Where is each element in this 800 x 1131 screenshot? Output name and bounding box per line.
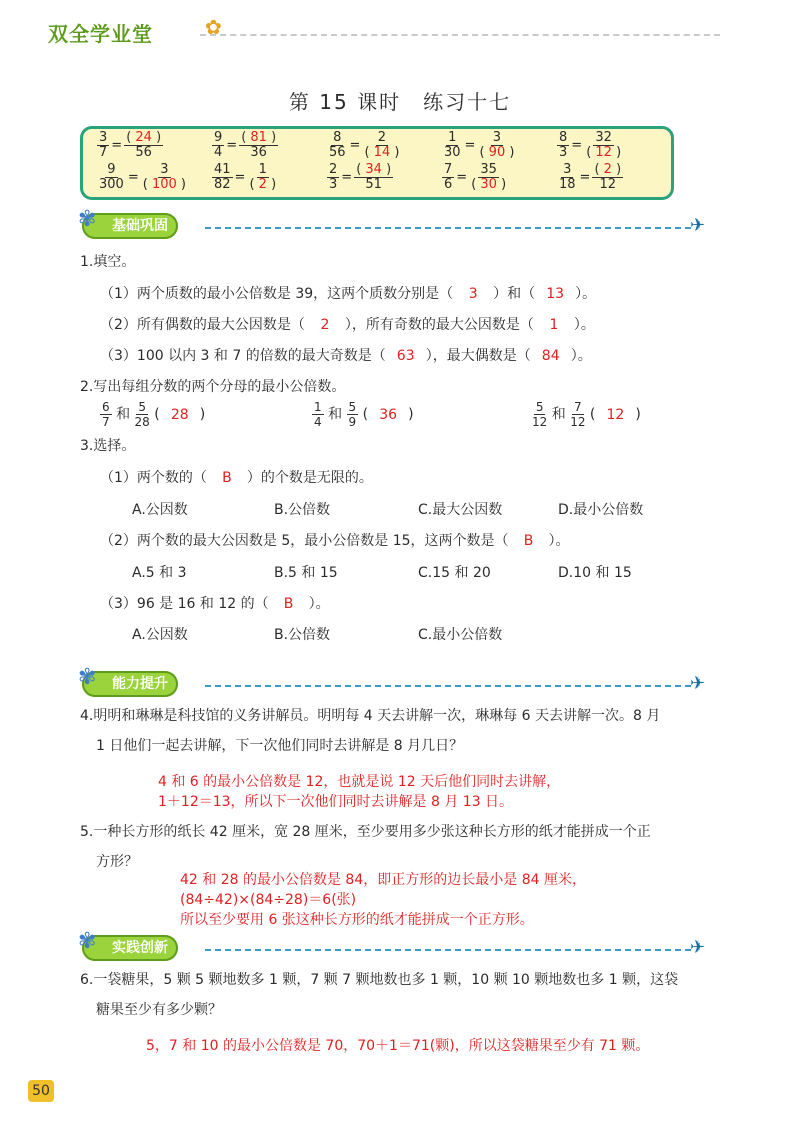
q5-line2: 方形？ xyxy=(96,854,138,870)
answer: B xyxy=(222,470,232,486)
answer: B xyxy=(523,533,534,549)
section-ability-label: 能力提升 xyxy=(112,676,168,692)
q5-answer-2: (84÷42)×(84÷28)＝6(张) xyxy=(180,892,357,908)
q1-part1: （1）两个质数的最小公倍数是 39，这两个质数分别是（ 3 ）和（ 13 ）。 xyxy=(100,286,597,302)
q5-answer-3: 所以至少要用 6 张这种长方形的纸才能拼成一个正方形。 xyxy=(180,912,534,928)
q3-p1-opt-c: C.最大公因数 xyxy=(418,502,503,518)
answer: 36 xyxy=(379,406,398,423)
fraction: $\frac{32}{( 12 )}$ xyxy=(586,130,622,160)
section-divider xyxy=(205,685,691,687)
fraction: $\frac{1}{30}$ xyxy=(444,130,461,160)
lesson-title: 第 15 课时 练习十七 xyxy=(288,90,512,114)
q1-title: 1.填空。 xyxy=(80,254,136,270)
fraction: $\frac{( 81 )}{36}$ xyxy=(241,130,277,160)
answer: 28 xyxy=(170,406,189,423)
fraction: $\frac{35}{( 30 )}$ xyxy=(471,162,507,192)
fraction-equation: $\frac{9}{4}$ = $\frac{( 81 )}{36}$ xyxy=(214,130,277,160)
answer: 84 xyxy=(541,348,560,364)
airplane-icon: ✈ xyxy=(690,215,706,236)
fraction: $\frac{1}{( 2 )}$ xyxy=(249,162,277,192)
fraction: $\frac{3}{18}$ xyxy=(559,162,576,192)
q3-title: 3.选择。 xyxy=(80,438,136,454)
q3-p3-opt-a: A.公因数 xyxy=(132,627,188,643)
q2-title: 2.写出每组分数的两个分母的最小公倍数。 xyxy=(80,379,346,395)
answer: 1 xyxy=(549,317,559,333)
q4-answer-2: 1＋12＝13，所以下一次他们同时去讲解是 8 月 13 日。 xyxy=(158,794,514,810)
q3-p2-opt-d: D.10 和 15 xyxy=(558,565,632,581)
answer: 13 xyxy=(546,286,565,302)
answer: 2 xyxy=(320,317,330,333)
fraction: $\frac{9}{300}$ xyxy=(99,162,124,192)
answer: 12 xyxy=(606,406,625,423)
section-basic-header xyxy=(78,207,178,240)
q5-line1: 5.一种长方形的纸长 42 厘米，宽 28 厘米，至少要用多少张这种长方形的纸才能拼成一个正 xyxy=(80,824,651,840)
q3-part3: （3）96 是 16 和 12 的（ B ）。 xyxy=(100,596,330,612)
fraction-row-2 xyxy=(97,163,672,192)
q6-answer: 5，7 和 10 的最小公倍数是 70，70＋1＝71(颗)，所以这袋糖果至少有 71 颗。 xyxy=(146,1038,650,1054)
q1-part2: （2）所有偶数的最大公因数是（ 2 ），所有奇数的最大公因数是（ 1 ）。 xyxy=(100,317,595,333)
q3-p3-opt-b: B.公倍数 xyxy=(274,627,331,643)
fraction-equation: $\frac{41}{82}$ = $\frac{1}{( 2 )}$ xyxy=(214,162,277,192)
section-basic-label: 基础巩固 xyxy=(112,218,168,234)
fraction-equation: $\frac{8}{3}$ = $\frac{32}{( 12 )}$ xyxy=(559,130,622,160)
fraction-equation: $\frac{7}{6}$ = $\frac{35}{( 30 )}$ xyxy=(444,162,507,192)
fraction-equation: $\frac{9}{300}$ = $\frac{3}{( 100 )}$ xyxy=(99,162,186,192)
section-ability-header xyxy=(78,665,178,698)
fraction: $\frac{41}{82}$ xyxy=(214,162,231,192)
q6-line1: 6.一袋糖果，5 颗 5 颗地数多 1 颗，7 颗 7 颗地数也多 1 颗，10 颗 10 颗地数也多 1 颗，这袋 xyxy=(80,972,679,988)
q2-item-2: $\frac{1}{4}$ 和 $\frac{5}{9}$ ( 36 ) xyxy=(314,400,414,429)
fraction: $\frac{9}{4}$ xyxy=(214,130,223,160)
fraction: $\frac{8}{56}$ xyxy=(329,130,346,160)
q3-p2-opt-c: C.15 和 20 xyxy=(418,565,491,581)
header-divider xyxy=(200,34,720,36)
answer: 63 xyxy=(396,348,415,364)
fraction: $\frac{( 24 )}{56}$ xyxy=(126,130,162,160)
answer: B xyxy=(283,596,294,612)
fraction-equation: $\frac{3}{18}$ = $\frac{( 2 )}{12}$ xyxy=(559,162,622,192)
fraction: $\frac{7}{6}$ xyxy=(444,162,453,192)
q3-p1-opt-d: D.最小公倍数 xyxy=(558,502,644,518)
fraction-equation: $\frac{2}{3}$ = $\frac{( 34 )}{51}$ xyxy=(329,162,392,192)
q6-line2: 糖果至少有多少颗？ xyxy=(96,1002,222,1018)
fraction-equation: $\frac{8}{56}$ = $\frac{2}{( 14 )}$ xyxy=(329,130,400,160)
q3-p3-opt-c: C.最小公倍数 xyxy=(418,627,503,643)
q5-answer-1: 42 和 28 的最小公倍数是 84，即正方形的边长最小是 84 厘米， xyxy=(180,872,586,888)
q3-part2: （2）两个数的最大公因数是 5，最小公倍数是 15，这两个数是（ B ）。 xyxy=(100,533,570,549)
section-divider xyxy=(205,227,691,229)
fraction: $\frac{( 2 )}{12}$ xyxy=(594,162,622,192)
airplane-icon: ✈ xyxy=(690,673,706,694)
fraction: $\frac{3}{7}$ xyxy=(99,130,108,160)
q3-p2-opt-a: A.5 和 3 xyxy=(132,565,187,581)
fraction: $\frac{( 34 )}{51}$ xyxy=(356,162,392,192)
section-divider xyxy=(205,949,691,951)
section-practice-label: 实践创新 xyxy=(112,940,168,956)
butterfly-icon: ✿ xyxy=(205,15,222,39)
fraction: $\frac{2}{3}$ xyxy=(329,162,338,192)
q3-part1: （1）两个数的（ B ）的个数是无限的。 xyxy=(100,470,373,486)
airplane-icon: ✈ xyxy=(690,937,706,958)
q4-answer-1: 4 和 6 的最小公倍数是 12，也就是说 12 天后他们同时去讲解， xyxy=(158,774,561,790)
q4-line2: 1 日他们一起去讲解，下一次他们同时去讲解是 8 月几日？ xyxy=(96,738,464,754)
q1-part3: （3）100 以内 3 和 7 的倍数的最大奇数是（ 63 ），最大偶数是（ 84 ）。 xyxy=(100,348,592,364)
fraction: $\frac{2}{( 14 )}$ xyxy=(364,130,400,160)
fraction-row-1 xyxy=(97,131,672,160)
section-practice-header xyxy=(78,929,178,962)
q2-item-1: $\frac{6}{7}$ 和 $\frac{5}{28}$ ( 28 ) xyxy=(102,400,206,429)
q3-p1-opt-b: B.公倍数 xyxy=(274,502,331,518)
q4-line1: 4.明明和琳琳是科技馆的义务讲解员。明明每 4 天去讲解一次，琳琳每 6 天去讲解一次。8 月 xyxy=(80,708,661,724)
fraction-box xyxy=(80,126,674,200)
q3-p1-opt-a: A.公因数 xyxy=(132,502,188,518)
fraction: $\frac{3}{( 90 )}$ xyxy=(479,130,515,160)
answer: 3 xyxy=(468,286,478,302)
bee-icon: ✾ xyxy=(78,207,97,232)
bee-icon: ✾ xyxy=(78,929,97,954)
fraction-equation: $\frac{1}{30}$ = $\frac{3}{( 90 )}$ xyxy=(444,130,515,160)
fraction: $\frac{8}{3}$ xyxy=(559,130,568,160)
q3-p2-opt-b: B.5 和 15 xyxy=(274,565,338,581)
logo: 双全学业堂 xyxy=(48,22,153,46)
fraction: $\frac{3}{( 100 )}$ xyxy=(142,162,186,192)
fraction-equation: $\frac{3}{7}$ = $\frac{( 24 )}{56}$ xyxy=(99,130,162,160)
bee-icon: ✾ xyxy=(78,665,97,690)
q2-item-3: $\frac{5}{12}$ 和 $\frac{7}{12}$ ( 12 ) xyxy=(532,400,641,429)
page-number: 50 xyxy=(28,1080,54,1102)
